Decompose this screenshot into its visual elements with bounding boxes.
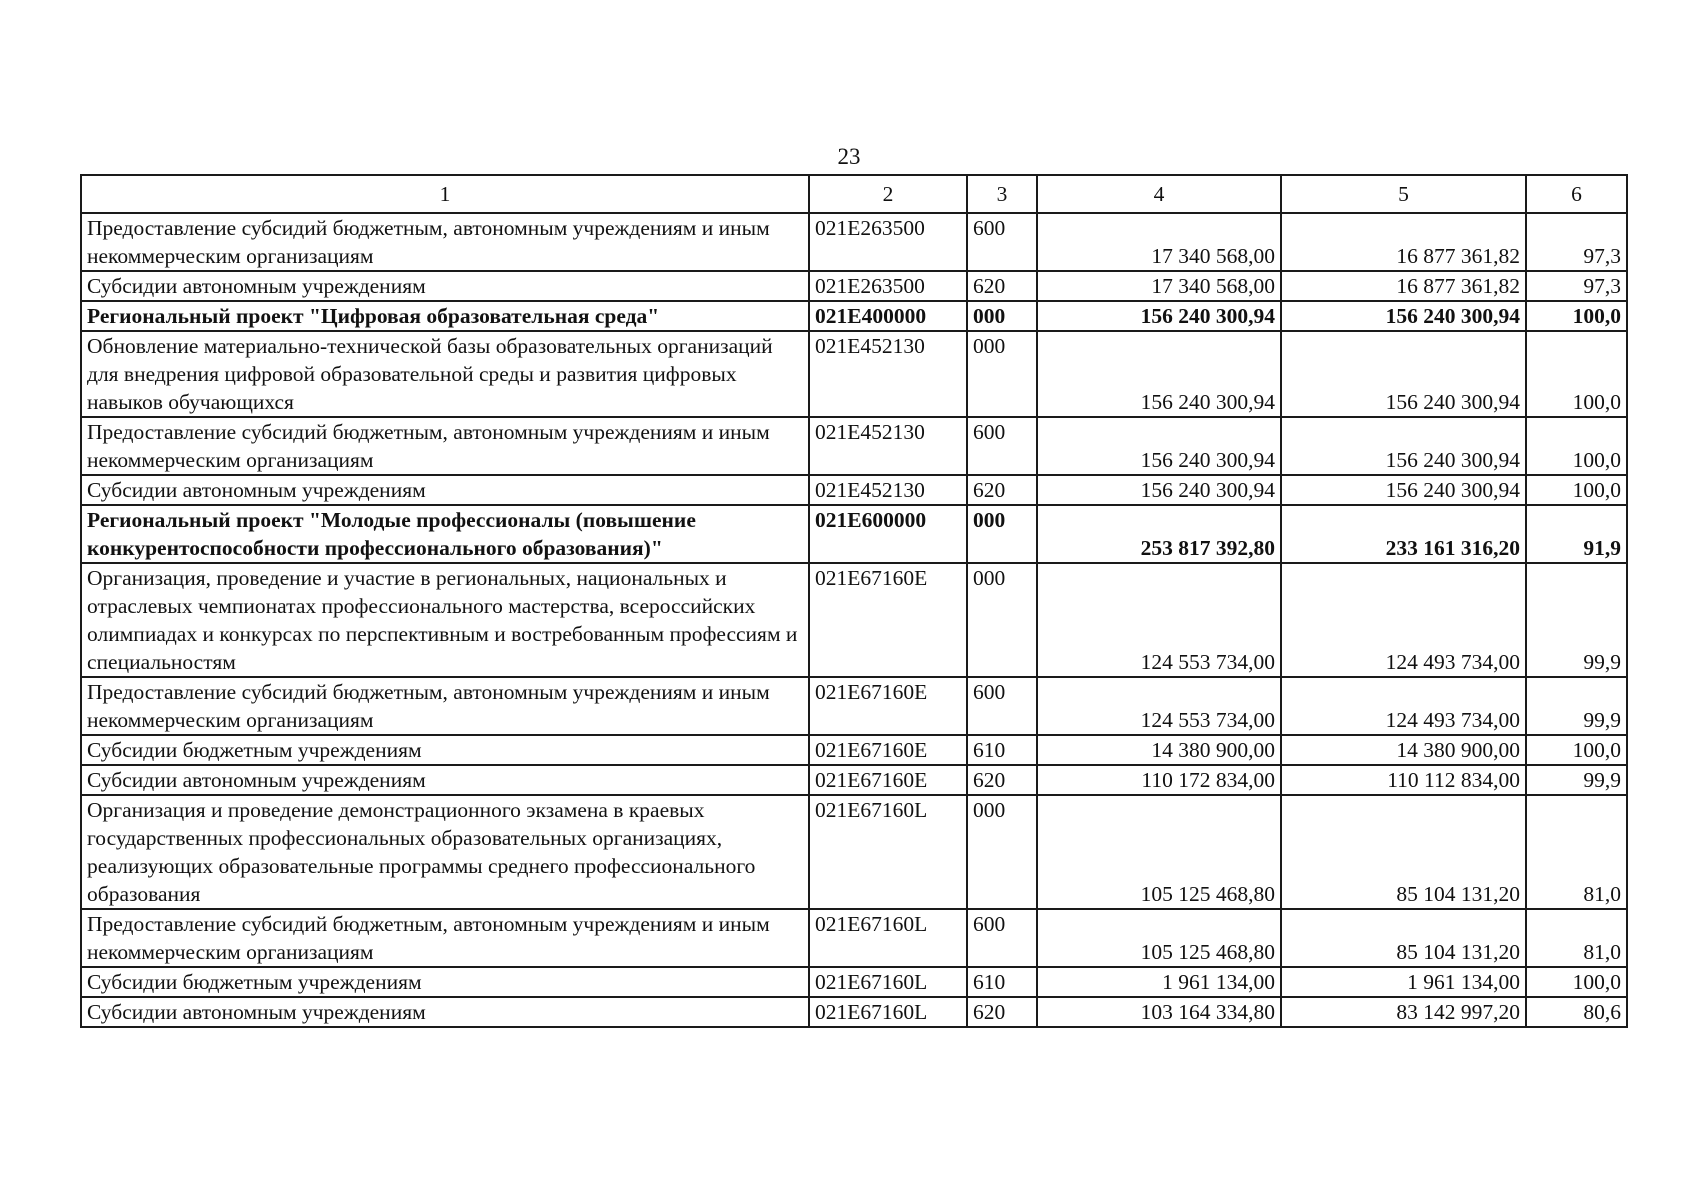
row-plan-cell: 103 164 334,80 — [1037, 997, 1281, 1027]
row-percent-cell: 80,6 — [1526, 997, 1627, 1027]
row-name-cell: Субсидии бюджетным учреждениям — [81, 735, 809, 765]
row-fact-cell: 85 104 131,20 — [1281, 795, 1526, 909]
row-code-cell: 021E263500 — [809, 271, 967, 301]
row-type-cell: 000 — [967, 795, 1037, 909]
table-header-row — [81, 175, 1627, 213]
column-header: 6 — [1526, 175, 1627, 213]
row-code-cell: 021E67160L — [809, 967, 967, 997]
row-percent-cell: 81,0 — [1526, 795, 1627, 909]
row-plan-cell: 156 240 300,94 — [1037, 331, 1281, 417]
row-type-cell: 620 — [967, 475, 1037, 505]
table-row — [81, 417, 1627, 475]
row-fact-cell: 124 493 734,00 — [1281, 677, 1526, 735]
row-code-cell: 021E600000 — [809, 505, 967, 563]
row-type-cell: 620 — [967, 765, 1037, 795]
row-fact-cell: 16 877 361,82 — [1281, 213, 1526, 271]
row-fact-cell: 1 961 134,00 — [1281, 967, 1526, 997]
row-fact-cell: 110 112 834,00 — [1281, 765, 1526, 795]
column-header: 2 — [809, 175, 967, 213]
row-plan-cell: 124 553 734,00 — [1037, 563, 1281, 677]
row-code-cell: 021E67160L — [809, 909, 967, 967]
row-type-cell: 620 — [967, 271, 1037, 301]
table-row — [81, 765, 1627, 795]
row-name-cell: Предоставление субсидий бюджетным, автономным учреждениям и иным некоммерческим организациям — [81, 417, 809, 475]
row-fact-cell: 16 877 361,82 — [1281, 271, 1526, 301]
row-type-cell: 000 — [967, 301, 1037, 331]
row-plan-cell: 156 240 300,94 — [1037, 475, 1281, 505]
row-name-cell: Региональный проект "Цифровая образовательная среда" — [81, 301, 809, 331]
row-code-cell: 021E67160E — [809, 765, 967, 795]
row-code-cell: 021E452130 — [809, 475, 967, 505]
table-row — [81, 213, 1627, 271]
row-percent-cell: 100,0 — [1526, 967, 1627, 997]
row-type-cell: 620 — [967, 997, 1037, 1027]
row-name-cell: Субсидии автономным учреждениям — [81, 765, 809, 795]
table-row — [81, 563, 1627, 677]
row-type-cell: 610 — [967, 967, 1037, 997]
column-header: 1 — [81, 175, 809, 213]
row-name-cell: Субсидии бюджетным учреждениям — [81, 967, 809, 997]
row-percent-cell: 97,3 — [1526, 271, 1627, 301]
table-row — [81, 677, 1627, 735]
row-name-cell: Региональный проект "Молодые профессионалы (повышение конкурентоспособности профессионального образования)" — [81, 505, 809, 563]
row-name-cell: Организация, проведение и участие в региональных, национальных и отраслевых чемпионатах профессионального мастерства, всероссийских олимпиадах и конкурсах по перспективным и востребованным профессиям и специальностям — [81, 563, 809, 677]
table-row — [81, 331, 1627, 417]
row-type-cell: 000 — [967, 563, 1037, 677]
row-name-cell: Предоставление субсидий бюджетным, автономным учреждениям и иным некоммерческим организациям — [81, 909, 809, 967]
row-code-cell: 021E400000 — [809, 301, 967, 331]
row-name-cell: Субсидии автономным учреждениям — [81, 271, 809, 301]
row-fact-cell: 156 240 300,94 — [1281, 417, 1526, 475]
row-percent-cell: 100,0 — [1526, 331, 1627, 417]
row-code-cell: 021E67160L — [809, 795, 967, 909]
row-plan-cell: 156 240 300,94 — [1037, 301, 1281, 331]
row-type-cell: 600 — [967, 213, 1037, 271]
row-plan-cell: 14 380 900,00 — [1037, 735, 1281, 765]
row-fact-cell: 156 240 300,94 — [1281, 475, 1526, 505]
row-fact-cell: 85 104 131,20 — [1281, 909, 1526, 967]
row-name-cell: Субсидии автономным учреждениям — [81, 997, 809, 1027]
row-type-cell: 600 — [967, 677, 1037, 735]
row-name-cell: Организация и проведение демонстрационного экзамена в краевых государственных профессиональных образовательных организациях, реализующих образовательные программы среднего профессионального образования — [81, 795, 809, 909]
row-plan-cell: 124 553 734,00 — [1037, 677, 1281, 735]
row-percent-cell: 97,3 — [1526, 213, 1627, 271]
row-fact-cell: 124 493 734,00 — [1281, 563, 1526, 677]
row-fact-cell: 156 240 300,94 — [1281, 301, 1526, 331]
row-percent-cell: 100,0 — [1526, 475, 1627, 505]
row-plan-cell: 17 340 568,00 — [1037, 271, 1281, 301]
row-plan-cell: 17 340 568,00 — [1037, 213, 1281, 271]
row-code-cell: 021E263500 — [809, 213, 967, 271]
row-name-cell: Обновление материально-технической базы образовательных организаций для внедрения цифровой образовательной среды и развития цифровых навыков обучающихся — [81, 331, 809, 417]
budget-table — [80, 174, 1628, 1028]
row-percent-cell: 99,9 — [1526, 677, 1627, 735]
table-row — [81, 475, 1627, 505]
row-plan-cell: 253 817 392,80 — [1037, 505, 1281, 563]
row-fact-cell: 14 380 900,00 — [1281, 735, 1526, 765]
row-code-cell: 021E67160L — [809, 997, 967, 1027]
column-header: 3 — [967, 175, 1037, 213]
row-type-cell: 000 — [967, 331, 1037, 417]
page-number: 23 — [837, 144, 861, 169]
row-name-cell: Предоставление субсидий бюджетным, автономным учреждениям и иным некоммерческим организациям — [81, 213, 809, 271]
row-percent-cell: 100,0 — [1526, 417, 1627, 475]
row-fact-cell: 233 161 316,20 — [1281, 505, 1526, 563]
row-fact-cell: 83 142 997,20 — [1281, 997, 1526, 1027]
table-row — [81, 505, 1627, 563]
row-code-cell: 021E67160E — [809, 735, 967, 765]
row-name-cell: Предоставление субсидий бюджетным, автономным учреждениям и иным некоммерческим организациям — [81, 677, 809, 735]
row-plan-cell: 1 961 134,00 — [1037, 967, 1281, 997]
row-code-cell: 021E67160E — [809, 563, 967, 677]
row-type-cell: 610 — [967, 735, 1037, 765]
row-percent-cell: 81,0 — [1526, 909, 1627, 967]
row-code-cell: 021E67160E — [809, 677, 967, 735]
row-percent-cell: 99,9 — [1526, 765, 1627, 795]
table-row — [81, 795, 1627, 909]
row-percent-cell: 91,9 — [1526, 505, 1627, 563]
row-name-cell: Субсидии автономным учреждениям — [81, 475, 809, 505]
table-row — [81, 271, 1627, 301]
table-row — [81, 301, 1627, 331]
table-row — [81, 909, 1627, 967]
table-row — [81, 967, 1627, 997]
row-code-cell: 021E452130 — [809, 417, 967, 475]
row-code-cell: 021E452130 — [809, 331, 967, 417]
row-type-cell: 600 — [967, 417, 1037, 475]
column-header: 4 — [1037, 175, 1281, 213]
row-plan-cell: 156 240 300,94 — [1037, 417, 1281, 475]
row-plan-cell: 105 125 468,80 — [1037, 909, 1281, 967]
row-percent-cell: 99,9 — [1526, 563, 1627, 677]
row-percent-cell: 100,0 — [1526, 735, 1627, 765]
column-header: 5 — [1281, 175, 1526, 213]
row-percent-cell: 100,0 — [1526, 301, 1627, 331]
row-fact-cell: 156 240 300,94 — [1281, 331, 1526, 417]
row-type-cell: 600 — [967, 909, 1037, 967]
table-row — [81, 997, 1627, 1027]
row-plan-cell: 110 172 834,00 — [1037, 765, 1281, 795]
table-row — [81, 735, 1627, 765]
row-plan-cell: 105 125 468,80 — [1037, 795, 1281, 909]
row-type-cell: 000 — [967, 505, 1037, 563]
